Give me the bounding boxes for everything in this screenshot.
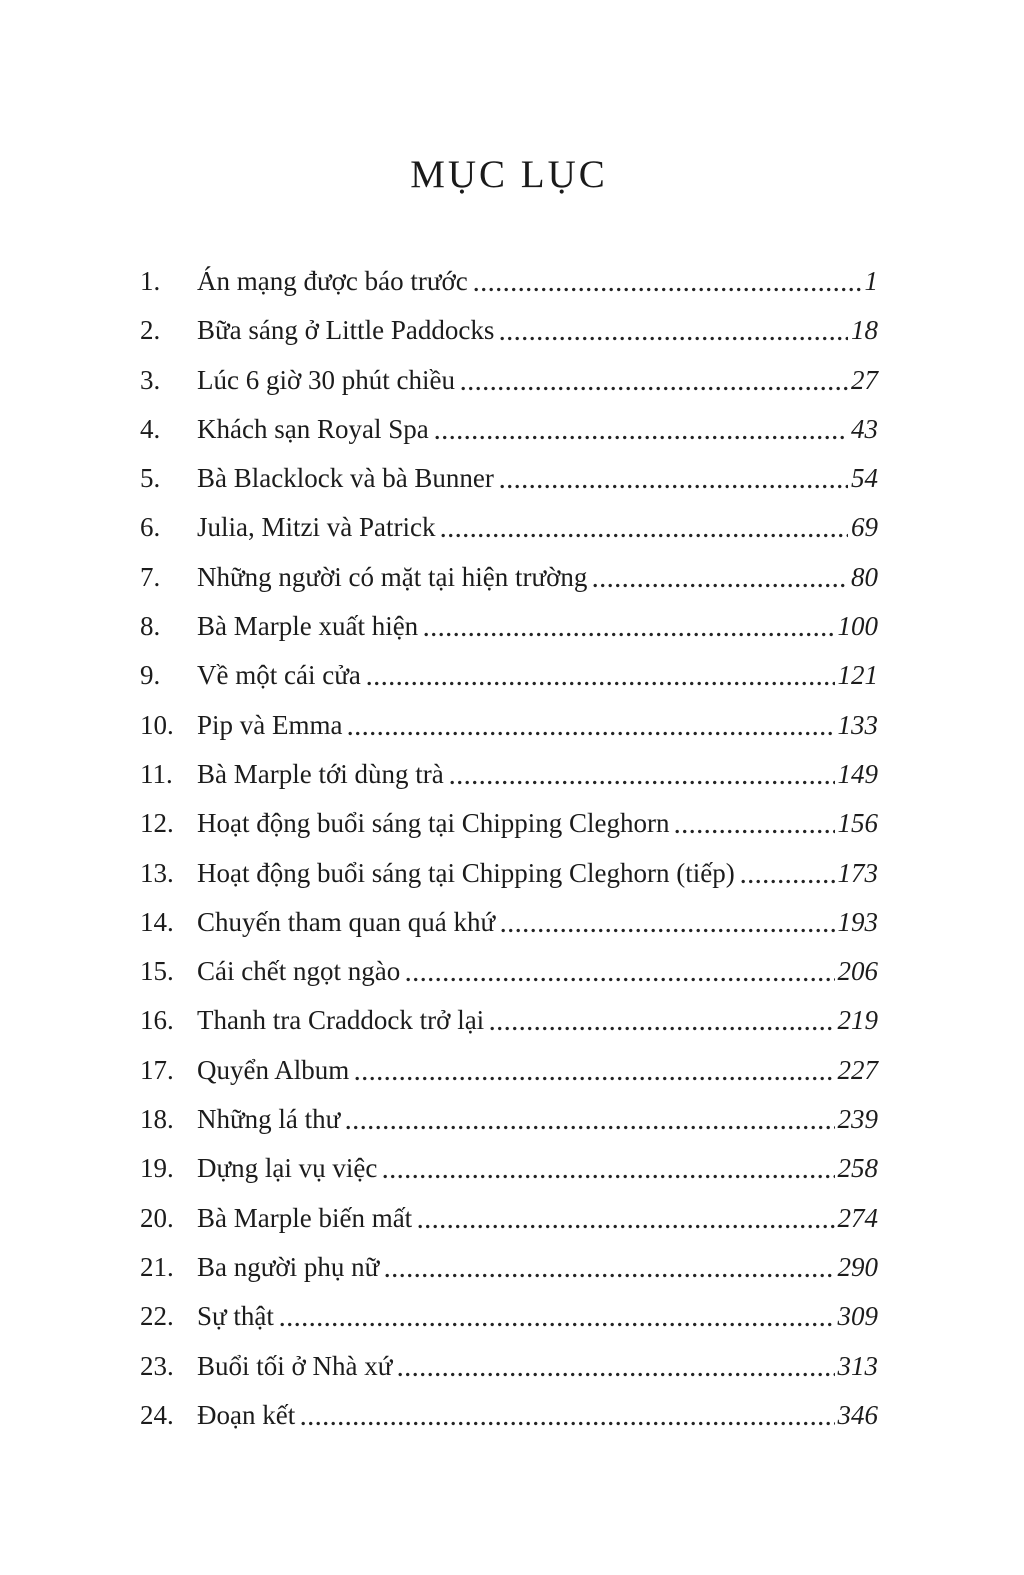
dot-leader <box>406 977 834 982</box>
dot-leader <box>348 731 834 736</box>
toc-entry-number: 4. <box>140 413 161 444</box>
toc-entry-title: Chuyến tham quan quá khứ <box>197 906 496 937</box>
toc-entry-page: 313 <box>837 1350 878 1381</box>
toc-list <box>140 265 878 1431</box>
toc-entry-number: 23. <box>140 1350 174 1381</box>
toc-entry-page: 54 <box>851 463 878 494</box>
dot-leader <box>441 533 848 538</box>
toc-entry-number: 22. <box>140 1301 174 1332</box>
toc-entry <box>140 1103 878 1135</box>
toc-entry-page: 227 <box>837 1054 878 1085</box>
toc-entry-number: 24. <box>140 1399 174 1430</box>
toc-entry <box>140 758 878 790</box>
toc-entry-number: 11. <box>140 758 173 789</box>
dot-leader <box>418 1224 834 1229</box>
dot-leader <box>501 928 834 933</box>
toc-entry-title: Bà Marple xuất hiện <box>197 611 419 642</box>
toc-entry-page: 27 <box>851 364 878 395</box>
toc-entry-page: 43 <box>851 413 878 444</box>
toc-entry-page: 173 <box>837 857 878 888</box>
dot-leader <box>490 1026 834 1031</box>
toc-entry-number: 20. <box>140 1202 174 1233</box>
toc-entry <box>140 709 878 741</box>
toc-entry-number: 9. <box>140 660 161 691</box>
page-title: MỤC LỤC <box>410 153 608 196</box>
dot-leader <box>385 1273 834 1278</box>
toc-entry-title: Sự thật <box>197 1301 274 1332</box>
toc-entry-title: Pip và Emma <box>197 709 343 740</box>
toc-entry <box>140 1202 878 1234</box>
toc-entry-title: Bữa sáng ở Little Paddocks <box>197 315 495 346</box>
toc-entry-number: 3. <box>140 364 161 395</box>
toc-entry-title: Án mạng được báo trước <box>197 266 468 296</box>
toc-entry-title: Bà Marple tới dùng trà <box>197 758 444 789</box>
dot-leader <box>593 583 848 588</box>
toc-entry-number: 16. <box>140 1005 174 1036</box>
toc-entry-title: Quyển Album <box>197 1054 350 1085</box>
toc-entry-title: Bà Marple biến mất <box>197 1202 413 1233</box>
toc-entry-number: 21. <box>140 1251 174 1282</box>
toc-entry-page: 346 <box>837 1399 878 1430</box>
dot-leader <box>675 829 834 834</box>
dot-leader <box>355 1076 834 1081</box>
toc-entry-title: Ba người phụ nữ <box>197 1251 380 1282</box>
toc-entry <box>140 462 878 494</box>
toc-entry-page: 309 <box>837 1301 878 1332</box>
toc-entry-page: 219 <box>837 1005 878 1036</box>
toc-entry-title: Về một cái cửa <box>197 660 361 691</box>
toc-entry-page: 18 <box>851 315 878 346</box>
toc-entry <box>140 1004 878 1036</box>
dot-leader <box>383 1174 834 1179</box>
toc-entry-title: Lúc 6 giờ 30 phút chiều <box>197 364 455 395</box>
toc-entry-title: Bà Blacklock và bà Bunner <box>197 463 494 494</box>
toc-entry-page: 193 <box>837 906 878 937</box>
dot-leader <box>367 681 835 686</box>
toc-entry-number: 8. <box>140 611 161 642</box>
toc-entry <box>140 610 878 642</box>
toc-entry-number: 6. <box>140 512 161 543</box>
dot-leader <box>301 1421 834 1426</box>
toc-entry-number: 19. <box>140 1153 174 1184</box>
toc-entry-number: 14. <box>140 906 174 937</box>
toc-entry-title: Hoạt động buổi sáng tại Chipping Cleghorn (tiếp) <box>197 857 735 888</box>
toc-entry <box>140 906 878 938</box>
dot-leader <box>450 780 835 785</box>
toc-entry <box>140 659 878 691</box>
toc-entry-number: 5. <box>140 463 161 494</box>
dot-leader <box>741 879 835 884</box>
toc-entry <box>140 511 878 543</box>
toc-entry-number: 12. <box>140 808 174 839</box>
toc-entry-title: Khách sạn Royal Spa <box>197 413 429 444</box>
toc-entry <box>140 561 878 593</box>
toc-entry-page: 133 <box>837 709 878 740</box>
toc-entry-number: 17. <box>140 1054 174 1085</box>
toc-entry-page: 290 <box>837 1251 878 1282</box>
toc-entry-number: 18. <box>140 1104 174 1135</box>
toc-entry <box>140 1399 878 1431</box>
toc-entry-title: Buổi tối ở Nhà xứ <box>197 1350 393 1381</box>
toc-entry-page: 239 <box>837 1104 878 1135</box>
toc-entry-title: Julia, Mitzi và Patrick <box>197 512 436 543</box>
toc-entry-title: Những người có mặt tại hiện trường <box>197 561 588 592</box>
toc-entry-number: 1. <box>140 266 161 296</box>
dot-leader <box>435 435 848 440</box>
toc-entry-number: 13. <box>140 857 174 888</box>
toc-entry <box>140 807 878 839</box>
toc-entry <box>140 413 878 445</box>
toc-entry-page: 206 <box>837 956 878 987</box>
toc-entry-page: 149 <box>837 758 878 789</box>
dot-leader <box>280 1322 835 1327</box>
dot-leader <box>500 484 848 489</box>
toc-entry-title: Những lá thư <box>197 1104 341 1135</box>
toc-entry <box>140 1350 878 1382</box>
toc-entry-page: 80 <box>851 561 878 592</box>
toc-entry-number: 2. <box>140 315 161 346</box>
toc-entry <box>140 1054 878 1086</box>
toc-entry-title: Hoạt động buổi sáng tại Chipping Cleghorn <box>197 808 670 839</box>
toc-entry-page: 156 <box>837 808 878 839</box>
toc-entry-title: Dựng lại vụ việc <box>197 1153 378 1184</box>
dot-leader <box>424 632 834 637</box>
toc-entry-page: 274 <box>837 1202 878 1233</box>
toc-entry-title: Thanh tra Craddock trở lại <box>197 1005 485 1036</box>
toc-entry-page: 258 <box>837 1153 878 1184</box>
toc-entry <box>140 1251 878 1283</box>
dot-leader <box>461 386 848 391</box>
dot-leader <box>474 287 862 292</box>
toc-entry <box>140 1300 878 1332</box>
toc-entry-page: 69 <box>851 512 878 543</box>
toc-entry <box>140 857 878 889</box>
toc-entry-number: 15. <box>140 956 174 987</box>
toc-entry-page: 1 <box>864 266 878 296</box>
dot-leader <box>500 336 848 341</box>
toc-entry <box>140 265 878 297</box>
toc-entry <box>140 955 878 987</box>
toc-entry-page: 100 <box>837 611 878 642</box>
dot-leader <box>398 1372 834 1377</box>
toc-entry-number: 10. <box>140 709 174 740</box>
toc-entry-title: Đoạn kết <box>197 1399 296 1430</box>
toc-entry <box>140 314 878 346</box>
toc-entry-page: 121 <box>837 660 878 691</box>
toc-entry <box>140 364 878 396</box>
toc-entry <box>140 1152 878 1184</box>
dot-leader <box>346 1125 834 1130</box>
toc-entry-number: 7. <box>140 561 161 592</box>
toc-entry-title: Cái chết ngọt ngào <box>197 956 401 987</box>
